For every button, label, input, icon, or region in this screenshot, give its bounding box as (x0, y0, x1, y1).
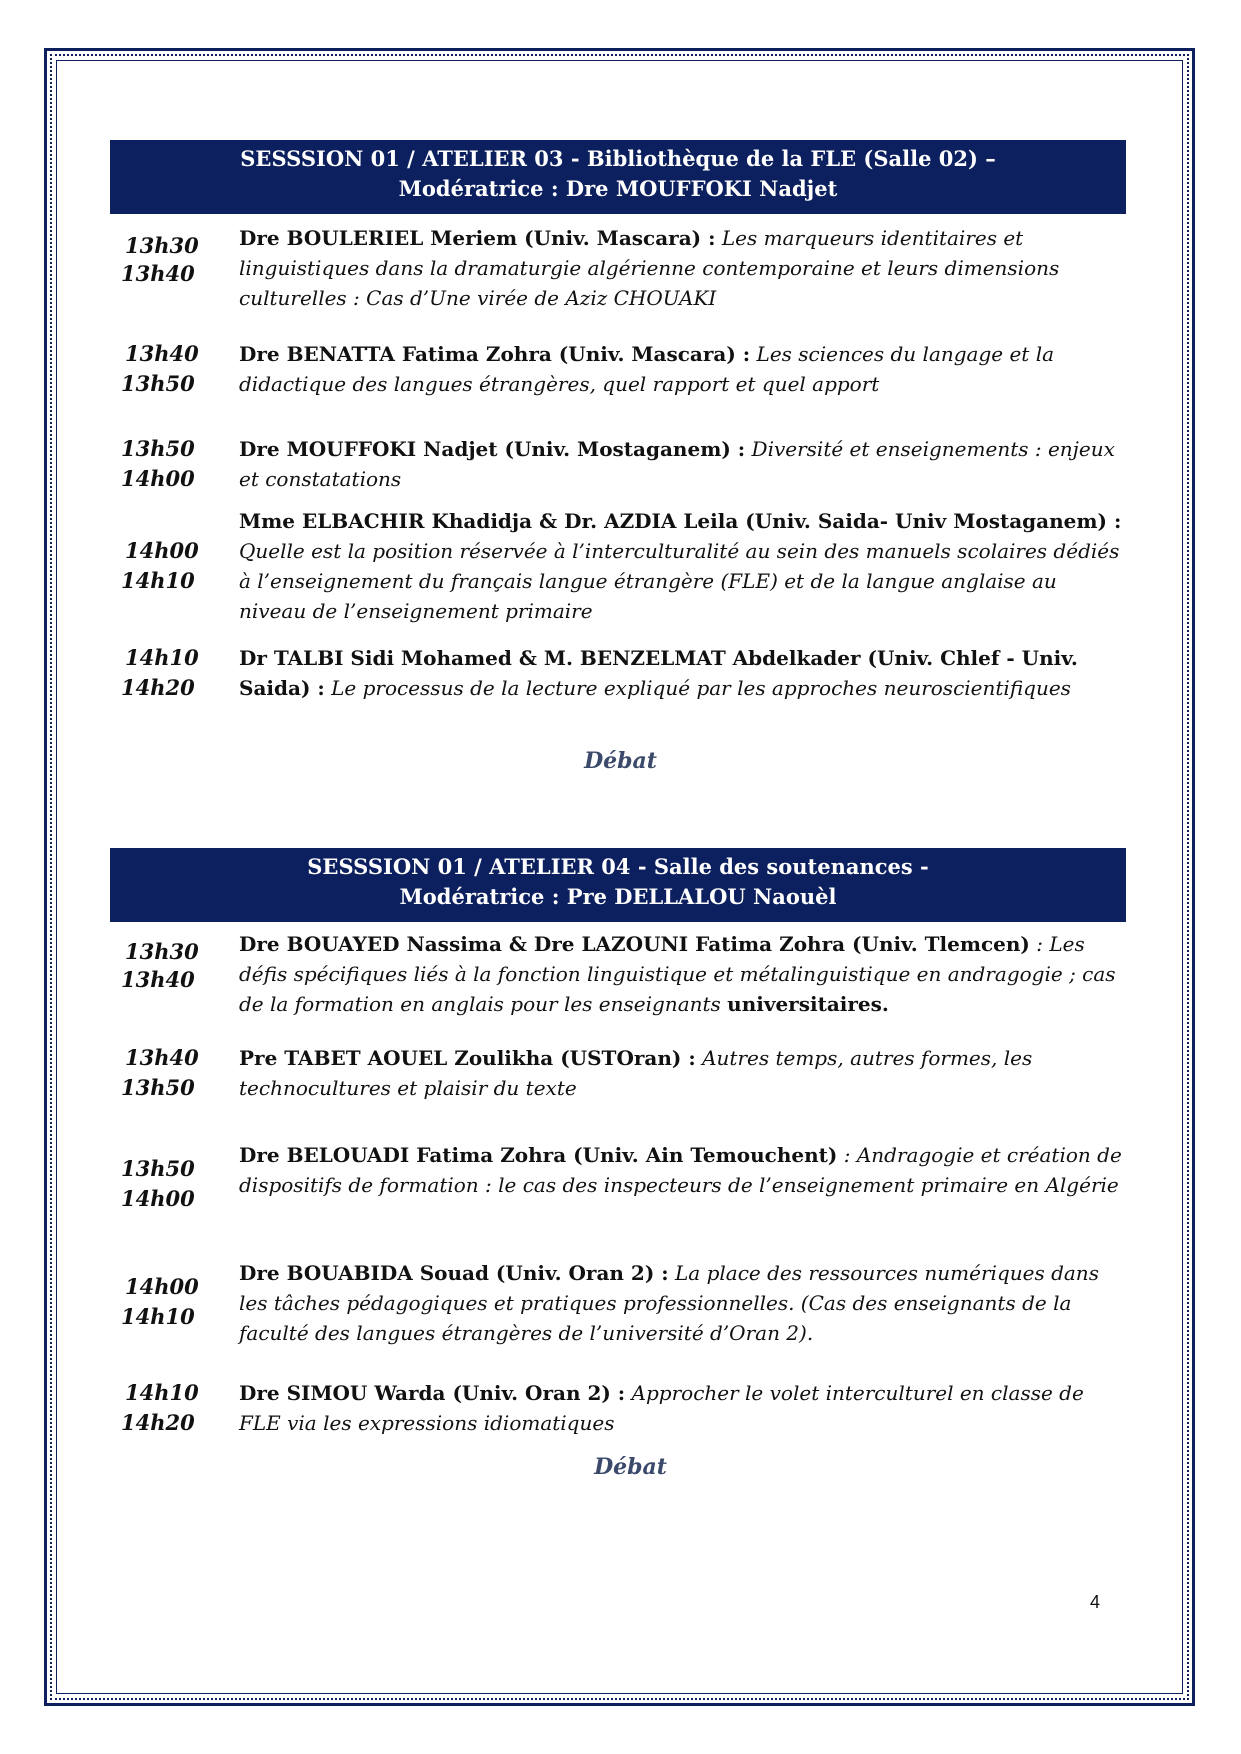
time-end: 14h20 (121, 675, 195, 700)
time-start: 14h10 (125, 1380, 199, 1405)
talk-entry (239, 223, 1124, 313)
talk-entry (239, 1140, 1124, 1200)
talk-title: Diversité et enseignements : enjeux et constatations (239, 437, 1115, 491)
talk-entry (239, 1378, 1124, 1438)
talk-authors: Dre BOUAYED Nassima & Dre LAZOUNI Fatima Zohra (Univ. Tlemcen) (239, 932, 1030, 956)
talk-authors: Dre BENATTA Fatima Zohra (Univ. Mascara) : (239, 342, 751, 366)
talk-authors: Dre BOULERIEL Meriem (Univ. Mascara) : (239, 226, 716, 250)
time-end: 14h20 (121, 1410, 195, 1435)
talk-title: Les marqueurs identitaires et linguistiques dans la dramaturgie algérienne contemporaine et leurs dimensions culturelles : Cas d’Une virée de Aziz CHOUAKI (239, 226, 1060, 310)
time-start: 14h10 (125, 645, 199, 670)
time-start: 13h30 (125, 233, 199, 258)
talk-authors: Dre MOUFFOKI Nadjet (Univ. Mostaganem) : (239, 437, 746, 461)
time-start: 14h00 (125, 538, 199, 563)
time-start: 13h40 (125, 341, 199, 366)
talk-entry (239, 506, 1124, 626)
talk-authors: Dr TALBI Sidi Mohamed & M. BENZELMAT Abdelkader (Univ. Chlef - Univ. Saida) : (239, 646, 1078, 700)
page-number: 4 (1090, 1592, 1101, 1612)
talk-title: Autres temps, autres formes, les technocultures et plaisir du texte (239, 1046, 1033, 1100)
session-moderator: Modératrice : Dre MOUFFOKI Nadjet (398, 176, 838, 201)
talk-title: : Andragogie et création de dispositifs de formation : le cas des inspecteurs de l’enseignement primaire en Algérie (239, 1143, 1122, 1197)
session-moderator: Modératrice : Pre DELLALOU Naouèl (399, 884, 837, 909)
time-end: 14h00 (121, 1186, 195, 1211)
talk-title: Approcher le volet interculturel en classe de FLE via les expressions idiomatiques (239, 1381, 1084, 1435)
session-title: SESSSION 01 / ATELIER 04 - Salle des soutenances - (307, 854, 929, 879)
talk-entry (239, 1043, 1124, 1103)
session-header (110, 140, 1126, 214)
talk-title-suffix: universitaires. (727, 992, 889, 1016)
time-end: 13h40 (121, 261, 195, 286)
talk-authors: Dre BELOUADI Fatima Zohra (Univ. Ain Temouchent) (239, 1143, 838, 1167)
time-start: 13h30 (125, 939, 199, 964)
session-title: SESSSION 01 / ATELIER 03 - Bibliothèque de la FLE (Salle 02) – (240, 146, 996, 171)
time-start: 13h50 (121, 436, 195, 461)
talk-authors: Dre SIMOU Warda (Univ. Oran 2) : (239, 1381, 626, 1405)
talk-entry (239, 434, 1124, 494)
talk-entry (239, 643, 1124, 703)
time-end: 14h10 (121, 1304, 195, 1329)
time-start: 13h40 (125, 1045, 199, 1070)
talk-title: : Les défis spécifiques liés à la fonction linguistique et métalinguistique en andragogie ; cas de la formation en anglais pour les enseignants (239, 932, 1116, 1016)
time-end: 14h00 (121, 466, 195, 491)
time-end: 13h50 (121, 1075, 195, 1100)
talk-entry (239, 929, 1124, 1019)
time-end: 14h10 (121, 568, 195, 593)
time-start: 13h50 (121, 1156, 195, 1181)
talk-authors: Pre TABET AOUEL Zoulikha (USTOran) : (239, 1046, 696, 1070)
session-header (110, 848, 1126, 922)
talk-title: Les sciences du langage et la didactique des langues étrangères, quel rapport et quel apport (239, 342, 1055, 396)
talk-title: La place des ressources numériques dans les tâches pédagogiques et pratiques professionnelles. (Cas des enseignants de la faculté des langues étrangères de l’université d’Oran 2). (239, 1261, 1099, 1345)
time-end: 13h50 (121, 371, 195, 396)
time-end: 13h40 (121, 967, 195, 992)
debate-label: Débat (594, 1454, 667, 1480)
talk-entry (239, 1258, 1124, 1348)
talk-authors: Mme ELBACHIR Khadidja & Dr. AZDIA Leila (Univ. Saida- Univ Mostaganem) : (239, 509, 1122, 533)
time-start: 14h00 (125, 1274, 199, 1299)
talk-entry (239, 339, 1124, 399)
debate-label: Débat (584, 748, 657, 774)
talk-title: Le processus de la lecture expliqué par les approches neuroscientifiques (331, 676, 1071, 700)
talk-title: Quelle est la position réservée à l’interculturalité au sein des manuels scolaires dédiés à l’enseignement du français langue étrangère (FLE) et de la langue anglaise au niveau de l’enseignement primaire (239, 539, 1120, 623)
talk-authors: Dre BOUABIDA Souad (Univ. Oran 2) : (239, 1261, 669, 1285)
